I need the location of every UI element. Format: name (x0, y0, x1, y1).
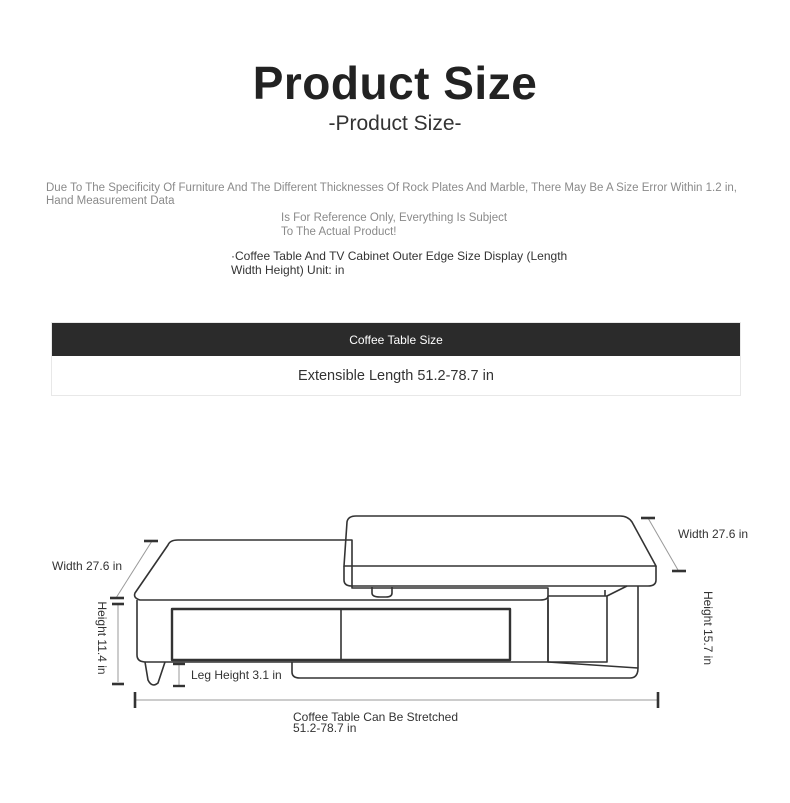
upper-top-edge (344, 566, 656, 586)
height-right-label: Height 15.7 in (701, 590, 715, 666)
stretch-label-line2: 51.2-78.7 in (293, 721, 357, 735)
size-table-header: Coffee Table Size (52, 323, 740, 356)
reference-note-text: Is For Reference Only, Everything Is Subject To The Actual Product! (281, 212, 508, 238)
lower-body-top (135, 540, 548, 600)
size-table-value: Extensible Length 51.2-78.7 in (298, 368, 494, 384)
leg-height-label: Leg Height 3.1 in (191, 668, 282, 682)
side-frame (548, 586, 638, 668)
width-left-label: Width 27.6 in (52, 559, 123, 573)
table-leg (145, 662, 165, 685)
height-left-label: Height 11.4 in (95, 601, 109, 675)
display-unit-note: ·Coffee Table And TV Cabinet Outer Edge Size Display (Length Width Height) Unit: in (231, 249, 568, 277)
size-disclaimer-text: Due To The Specificity Of Furniture And The Different Thicknesses Of Rock Plates And Marble, There May Be A Size Error Within 1.2 in, Hand Measurement Data (46, 182, 737, 207)
frame-inner-line (548, 662, 638, 668)
page-title: Product Size (252, 57, 538, 109)
page-subtitle: -Product Size- (328, 112, 462, 135)
width-right-label: Width 27.6 in (678, 527, 749, 541)
stretch-label-line1: Coffee Table Can Be Stretched (293, 710, 458, 724)
upper-top-slab (344, 516, 656, 566)
